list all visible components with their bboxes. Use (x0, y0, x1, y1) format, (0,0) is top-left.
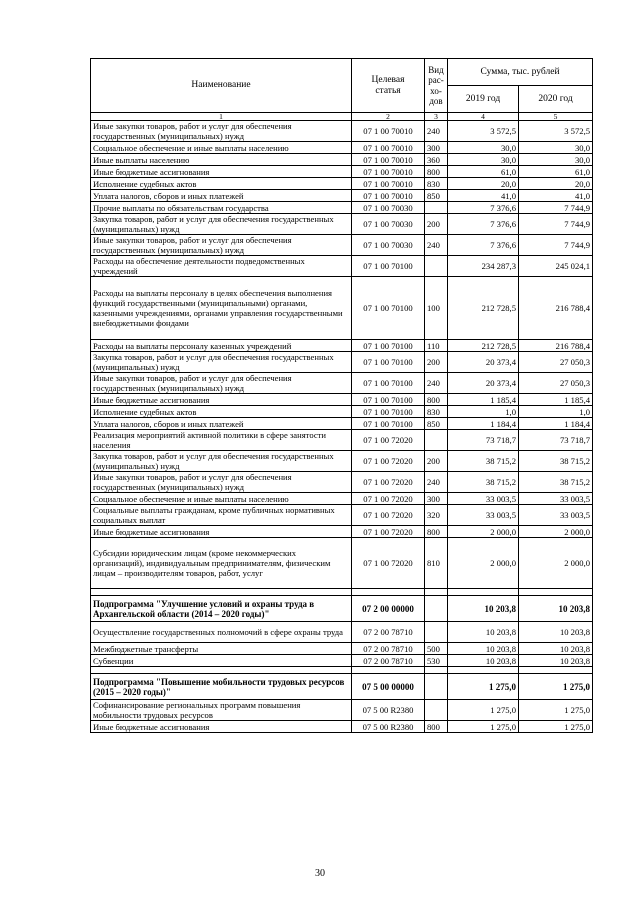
table-row (91, 472, 593, 493)
spacer-cell (448, 589, 519, 596)
row-name: Социальное обеспечение и иные выплаты населению (91, 493, 352, 505)
row-name: Исполнение судебных актов (91, 178, 352, 190)
row-target-code: 07 1 00 70010 (352, 142, 425, 154)
row-name: Расходы на выплаты персоналу в целях обеспечения выполнения функций государственными (муниципальными) органами, казенными учреждениями, органами управления государственными внебюджетными фондами (91, 277, 352, 340)
row-sum-2019: 1 184,4 (448, 418, 519, 430)
row-sum-2020: 33 003,5 (519, 505, 593, 526)
row-name: Иные бюджетные ассигнования (91, 394, 352, 406)
header-kind (425, 59, 448, 113)
spacer-cell (425, 589, 448, 596)
row-name: Прочие выплаты по обязательствам государства (91, 202, 352, 214)
row-target-code: 07 1 00 72020 (352, 493, 425, 505)
row-expense-kind (425, 256, 448, 277)
row-target-code: 07 1 00 70010 (352, 190, 425, 202)
row-sum-2019: 33 003,5 (448, 493, 519, 505)
row-sum-2020: 7 744,9 (519, 214, 593, 235)
row-sum-2020: 2 000,0 (519, 538, 593, 589)
row-sum-2019: 20 373,4 (448, 352, 519, 373)
row-name: Социальные выплаты гражданам, кроме публичных нормативных социальных выплат (91, 505, 352, 526)
table-row (91, 643, 593, 655)
table-row (91, 352, 593, 373)
row-target-code: 07 1 00 70010 (352, 166, 425, 178)
header-kind-line: дов (429, 96, 443, 106)
row-expense-kind (425, 596, 448, 622)
row-expense-kind: 240 (425, 121, 448, 142)
header-kind-line: хо- (430, 85, 442, 96)
subprogram-row (91, 596, 593, 622)
row-target-code: 07 1 00 70030 (352, 214, 425, 235)
row-expense-kind: 530 (425, 655, 448, 667)
row-expense-kind: 240 (425, 373, 448, 394)
row-sum-2019: 20,0 (448, 178, 519, 190)
row-name: Иные выплаты населению (91, 154, 352, 166)
document-page (90, 58, 592, 733)
row-sum-2019: 41,0 (448, 190, 519, 202)
row-sum-2019: 33 003,5 (448, 505, 519, 526)
table-row (91, 394, 593, 406)
row-sum-2019: 7 376,6 (448, 214, 519, 235)
row-sum-2020: 10 203,8 (519, 643, 593, 655)
header-sum: Сумма, тыс. рублей (448, 59, 593, 86)
row-expense-kind: 830 (425, 178, 448, 190)
row-target-code: 07 1 00 70100 (352, 394, 425, 406)
row-sum-2020: 1 185,4 (519, 394, 593, 406)
row-target-code: 07 1 00 70030 (352, 202, 425, 214)
row-name: Закупка товаров, работ и услуг для обеспечения государственных (муниципальных) нужд (91, 214, 352, 235)
row-sum-2019: 10 203,8 (448, 655, 519, 667)
row-sum-2019: 38 715,2 (448, 451, 519, 472)
spacer-cell (425, 667, 448, 674)
row-sum-2019: 10 203,8 (448, 622, 519, 643)
row-name: Иные закупки товаров, работ и услуг для обеспечения государственных (муниципальных) нужд (91, 373, 352, 394)
row-name: Закупка товаров, работ и услуг для обеспечения государственных (муниципальных) нужд (91, 451, 352, 472)
table-row (91, 493, 593, 505)
budget-table (90, 58, 593, 733)
spacer-cell (448, 667, 519, 674)
row-expense-kind: 240 (425, 235, 448, 256)
row-sum-2020: 10 203,8 (519, 655, 593, 667)
spacer-cell (519, 667, 593, 674)
row-sum-2020: 1 275,0 (519, 700, 593, 721)
row-expense-kind: 500 (425, 643, 448, 655)
row-sum-2019: 234 287,3 (448, 256, 519, 277)
row-target-code: 07 1 00 70100 (352, 373, 425, 394)
table-row (91, 190, 593, 202)
row-target-code: 07 1 00 72020 (352, 472, 425, 493)
row-target-code: 07 1 00 70010 (352, 154, 425, 166)
row-name: Расходы на выплаты персоналу казенных учреждений (91, 340, 352, 352)
row-sum-2020: 3 572,5 (519, 121, 593, 142)
row-sum-2019: 38 715,2 (448, 472, 519, 493)
row-sum-2020: 30,0 (519, 142, 593, 154)
column-number: 3 (425, 113, 448, 121)
row-sum-2019: 1 275,0 (448, 700, 519, 721)
row-sum-2019: 7 376,6 (448, 235, 519, 256)
row-target-code: 07 5 00 R2380 (352, 700, 425, 721)
row-sum-2019: 2 000,0 (448, 526, 519, 538)
row-sum-2019: 1 275,0 (448, 721, 519, 733)
row-name: Софинансирование региональных программ повышения мобильности трудовых ресурсов (91, 700, 352, 721)
row-name: Иные закупки товаров, работ и услуг для обеспечения государственных (муниципальных) нужд (91, 235, 352, 256)
row-name: Реализация мероприятий активной политики в сфере занятости населения (91, 430, 352, 451)
row-expense-kind: 810 (425, 538, 448, 589)
row-expense-kind: 300 (425, 142, 448, 154)
row-sum-2019: 3 572,5 (448, 121, 519, 142)
row-expense-kind: 100 (425, 277, 448, 340)
row-sum-2020: 7 744,9 (519, 235, 593, 256)
column-number: 5 (519, 113, 593, 121)
header-year-2019: 2019 год (448, 86, 519, 113)
row-expense-kind: 800 (425, 394, 448, 406)
row-expense-kind: 800 (425, 166, 448, 178)
spacer-row (91, 667, 593, 674)
spacer-cell (91, 667, 352, 674)
row-expense-kind: 850 (425, 418, 448, 430)
row-target-code: 07 1 00 72020 (352, 430, 425, 451)
row-target-code: 07 2 00 00000 (352, 596, 425, 622)
row-sum-2020: 20,0 (519, 178, 593, 190)
row-name: Субвенции (91, 655, 352, 667)
table-header (91, 59, 593, 121)
row-expense-kind: 800 (425, 721, 448, 733)
row-target-code: 07 1 00 70010 (352, 178, 425, 190)
row-sum-2020: 216 788,4 (519, 277, 593, 340)
row-sum-2020: 216 788,4 (519, 340, 593, 352)
spacer-row (91, 589, 593, 596)
row-name: Субсидии юридическим лицам (кроме некоммерческих организаций), индивидуальным предпринимателям, физическим лицам – производителям товаров, работ, услуг (91, 538, 352, 589)
row-sum-2020: 1 184,4 (519, 418, 593, 430)
row-name: Подпрограмма "Улучшение условий и охраны труда в Архангельской области (2014 – 2020 годы)" (91, 596, 352, 622)
row-target-code: 07 1 00 70100 (352, 340, 425, 352)
table-row (91, 418, 593, 430)
row-sum-2019: 2 000,0 (448, 538, 519, 589)
header-kind-line: Вид (428, 64, 444, 75)
row-expense-kind: 360 (425, 154, 448, 166)
row-target-code: 07 5 00 R2380 (352, 721, 425, 733)
row-sum-2019: 30,0 (448, 142, 519, 154)
row-target-code: 07 1 00 72020 (352, 526, 425, 538)
header-name: Наименование (91, 59, 352, 113)
row-sum-2019: 73 718,7 (448, 430, 519, 451)
row-expense-kind (425, 622, 448, 643)
row-name: Уплата налогов, сборов и иных платежей (91, 190, 352, 202)
table-row (91, 505, 593, 526)
table-row (91, 721, 593, 733)
table-row (91, 526, 593, 538)
row-target-code: 07 1 00 70100 (352, 406, 425, 418)
row-sum-2020: 7 744,9 (519, 202, 593, 214)
column-number: 1 (91, 113, 352, 121)
row-target-code: 07 1 00 72020 (352, 505, 425, 526)
row-sum-2019: 1 185,4 (448, 394, 519, 406)
row-target-code: 07 1 00 70100 (352, 418, 425, 430)
row-sum-2019: 30,0 (448, 154, 519, 166)
row-target-code: 07 1 00 70100 (352, 277, 425, 340)
header-target: Целевая статья (352, 59, 425, 113)
row-name: Осуществление государственных полномочий в сфере охраны труда (91, 622, 352, 643)
spacer-cell (352, 589, 425, 596)
row-sum-2019: 7 376,6 (448, 202, 519, 214)
row-name: Иные закупки товаров, работ и услуг для обеспечения государственных (муниципальных) нужд (91, 472, 352, 493)
table-row (91, 655, 593, 667)
column-number: 4 (448, 113, 519, 121)
table-row (91, 202, 593, 214)
row-sum-2020: 2 000,0 (519, 526, 593, 538)
row-target-code: 07 2 00 78710 (352, 655, 425, 667)
row-sum-2019: 1 275,0 (448, 674, 519, 700)
row-target-code: 07 5 00 00000 (352, 674, 425, 700)
row-target-code: 07 1 00 72020 (352, 451, 425, 472)
row-sum-2020: 38 715,2 (519, 472, 593, 493)
row-target-code: 07 1 00 72020 (352, 538, 425, 589)
row-name: Закупка товаров, работ и услуг для обеспечения государственных (муниципальных) нужд (91, 352, 352, 373)
row-sum-2020: 38 715,2 (519, 451, 593, 472)
spacer-cell (519, 589, 593, 596)
row-name: Исполнение судебных актов (91, 406, 352, 418)
row-expense-kind: 830 (425, 406, 448, 418)
table-row (91, 373, 593, 394)
page-number: 30 (315, 868, 325, 879)
table-row (91, 430, 593, 451)
table-row (91, 154, 593, 166)
row-sum-2020: 27 050,3 (519, 373, 593, 394)
row-expense-kind: 200 (425, 352, 448, 373)
row-expense-kind: 200 (425, 451, 448, 472)
row-sum-2020: 245 024,1 (519, 256, 593, 277)
table-row (91, 142, 593, 154)
row-sum-2020: 10 203,8 (519, 596, 593, 622)
row-target-code: 07 2 00 78710 (352, 622, 425, 643)
row-expense-kind: 850 (425, 190, 448, 202)
row-sum-2020: 10 203,8 (519, 622, 593, 643)
row-name: Уплата налогов, сборов и иных платежей (91, 418, 352, 430)
row-target-code: 07 1 00 70010 (352, 121, 425, 142)
row-name: Межбюджетные трансферты (91, 643, 352, 655)
row-sum-2019: 212 728,5 (448, 277, 519, 340)
column-number: 2 (352, 113, 425, 121)
row-name: Иные бюджетные ассигнования (91, 526, 352, 538)
row-expense-kind (425, 700, 448, 721)
row-name: Иные бюджетные ассигнования (91, 721, 352, 733)
row-target-code: 07 1 00 70030 (352, 235, 425, 256)
row-sum-2020: 30,0 (519, 154, 593, 166)
row-expense-kind: 200 (425, 214, 448, 235)
row-expense-kind (425, 674, 448, 700)
row-sum-2020: 61,0 (519, 166, 593, 178)
table-row (91, 256, 593, 277)
table-row (91, 700, 593, 721)
table-row (91, 451, 593, 472)
row-sum-2020: 73 718,7 (519, 430, 593, 451)
row-sum-2019: 61,0 (448, 166, 519, 178)
table-row (91, 214, 593, 235)
table-row (91, 622, 593, 643)
row-target-code: 07 2 00 78710 (352, 643, 425, 655)
row-sum-2020: 1,0 (519, 406, 593, 418)
row-sum-2019: 10 203,8 (448, 596, 519, 622)
table-row (91, 121, 593, 142)
table-body (91, 121, 593, 733)
row-target-code: 07 1 00 70100 (352, 256, 425, 277)
header-kind-line: рас- (428, 75, 444, 85)
spacer-cell (91, 589, 352, 596)
row-expense-kind: 320 (425, 505, 448, 526)
row-target-code: 07 1 00 70100 (352, 352, 425, 373)
row-sum-2019: 1,0 (448, 406, 519, 418)
table-row (91, 538, 593, 589)
table-row (91, 166, 593, 178)
table-row (91, 406, 593, 418)
row-expense-kind: 110 (425, 340, 448, 352)
row-sum-2020: 1 275,0 (519, 674, 593, 700)
row-sum-2020: 41,0 (519, 190, 593, 202)
row-sum-2019: 10 203,8 (448, 643, 519, 655)
table-row (91, 235, 593, 256)
table-row (91, 277, 593, 340)
row-expense-kind: 240 (425, 472, 448, 493)
row-name: Социальное обеспечение и иные выплаты населению (91, 142, 352, 154)
subprogram-row (91, 674, 593, 700)
row-expense-kind: 300 (425, 493, 448, 505)
row-sum-2019: 20 373,4 (448, 373, 519, 394)
row-sum-2020: 1 275,0 (519, 721, 593, 733)
row-name: Расходы на обеспечение деятельности подведомственных учреждений (91, 256, 352, 277)
header-year-2020: 2020 год (519, 86, 593, 113)
row-expense-kind: 800 (425, 526, 448, 538)
row-sum-2020: 27 050,3 (519, 352, 593, 373)
row-sum-2019: 212 728,5 (448, 340, 519, 352)
row-expense-kind (425, 430, 448, 451)
row-name: Иные закупки товаров, работ и услуг для обеспечения государственных (муниципальных) нужд (91, 121, 352, 142)
spacer-cell (352, 667, 425, 674)
row-sum-2020: 33 003,5 (519, 493, 593, 505)
table-row (91, 178, 593, 190)
row-name: Иные бюджетные ассигнования (91, 166, 352, 178)
row-expense-kind (425, 202, 448, 214)
row-name: Подпрограмма "Повышение мобильности трудовых ресурсов (2015 – 2020 годы)" (91, 674, 352, 700)
table-row (91, 340, 593, 352)
